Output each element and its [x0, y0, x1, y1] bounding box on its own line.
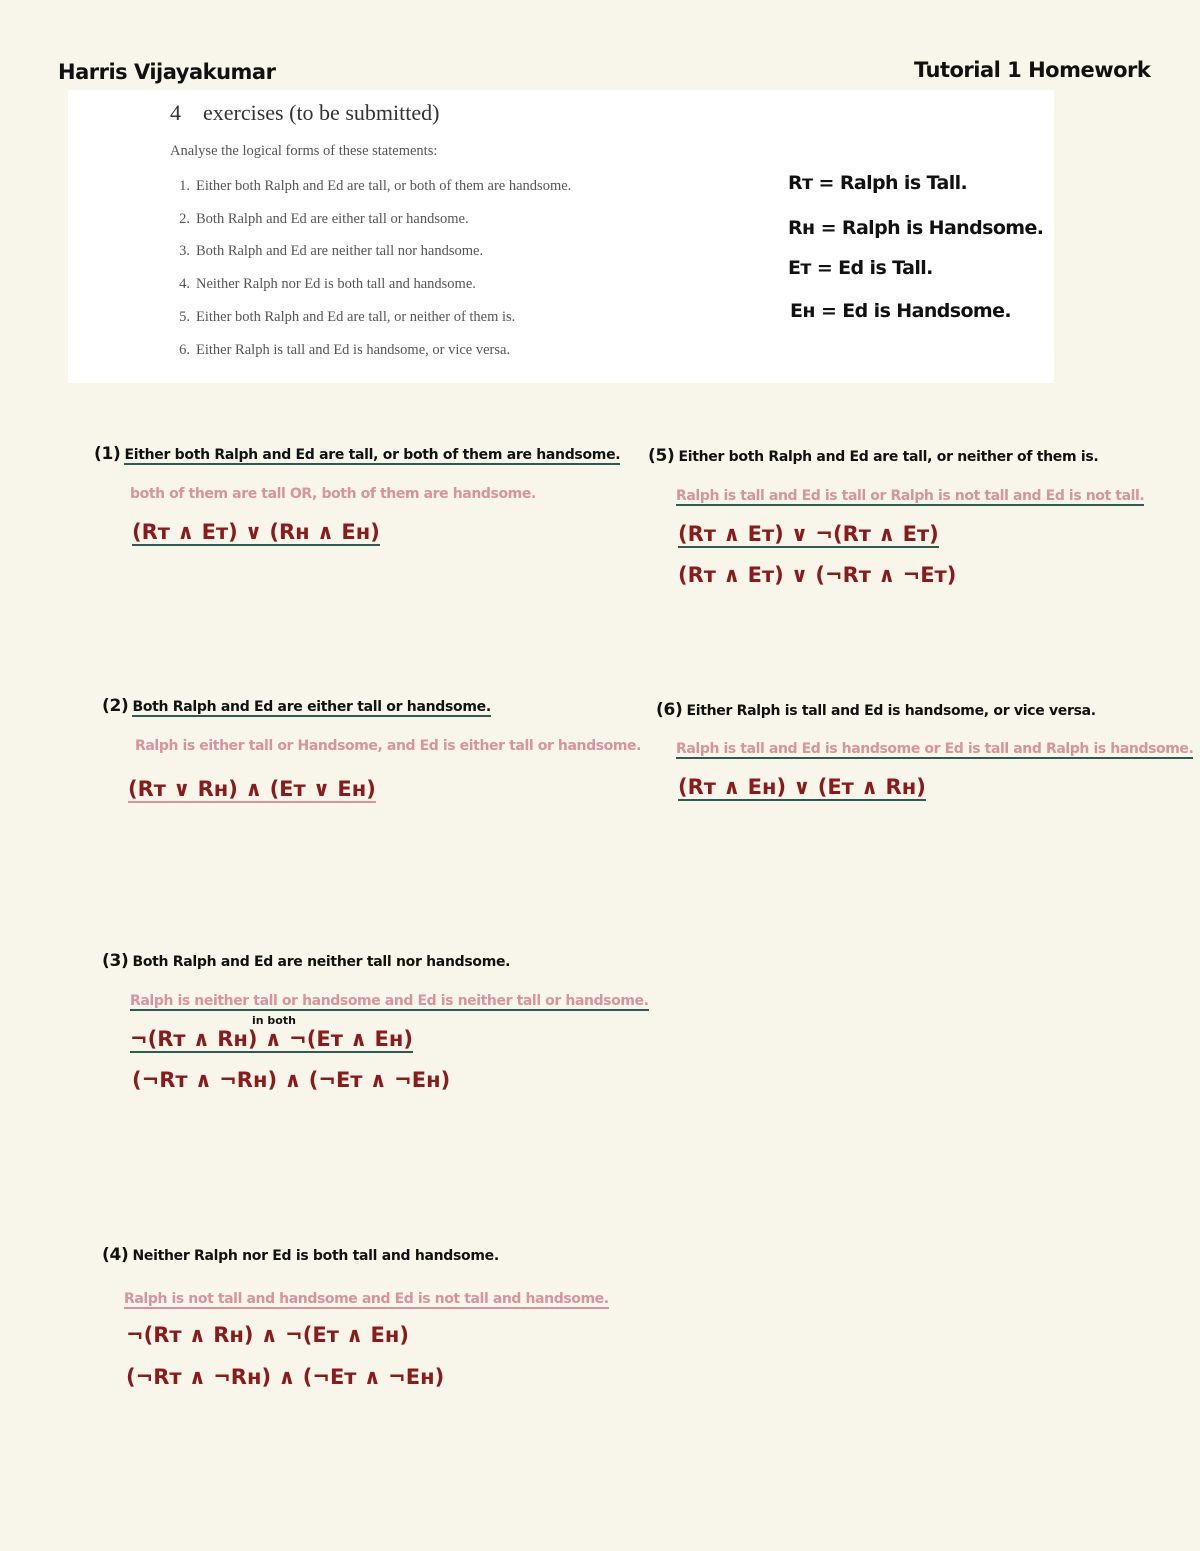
exercise-intro: Analyse the logical forms of these statements: [170, 143, 438, 159]
answer-6-formula [678, 775, 926, 799]
exercise-item-number: 3. [179, 243, 190, 259]
definition-symbol: Rн [788, 217, 815, 239]
paraphrase-text: Ralph is neither tall or handsome and Ed is neither tall or handsome. [130, 993, 649, 1009]
exercise-item-text: Both Ralph and Ed are neither tall nor handsome. [196, 243, 484, 259]
author-name: Harris Vijayakumar [58, 60, 276, 84]
definition-ed-handsome [790, 300, 1011, 322]
definition-ed-tall [788, 257, 933, 279]
definition-symbol: Eн [790, 300, 815, 322]
paraphrase-text: Ralph is tall and Ed is handsome or Ed is tall and Ralph is handsome. [676, 741, 1194, 757]
section-heading [170, 100, 439, 126]
definition-equals: = [820, 300, 837, 322]
exercise-item-number: 6. [179, 342, 190, 358]
exercise-item-2 [170, 211, 469, 228]
answer-number: (4) [102, 1245, 129, 1265]
page-title: Tutorial 1 Homework [914, 58, 1151, 82]
answer-4-statement [102, 1245, 499, 1265]
answer-3-note: in both [252, 1014, 296, 1027]
answer-4-paraphrase [124, 1291, 609, 1307]
answer-1-statement [94, 444, 620, 464]
definition-meaning: Ralph is Tall. [839, 172, 968, 194]
paraphrase-text: Ralph is not tall and handsome and Ed is not tall and handsome. [124, 1291, 609, 1307]
exercise-item-text: Neither Ralph nor Ed is both tall and handsome. [196, 276, 476, 292]
answer-2-formula [128, 777, 376, 801]
exercise-item-number: 1. [179, 178, 190, 194]
exercise-item-text: Both Ralph and Ed are either tall or handsome. [196, 211, 469, 227]
definition-ralph-handsome [788, 217, 1043, 239]
definition-symbol: Rт [788, 172, 813, 194]
answer-4-formula-expanded: (¬Rт ∧ ¬Rн) ∧ (¬Eт ∧ ¬Eн) [126, 1365, 445, 1389]
answer-1-formula [132, 520, 380, 544]
statement-text: Both Ralph and Ed are neither tall nor handsome. [132, 954, 511, 970]
formula-text: (Rт ∧ Eт) ∨ (Rн ∧ Eн) [132, 520, 380, 544]
definition-meaning: Ed is Tall. [838, 257, 933, 279]
exercise-item-4 [170, 276, 476, 293]
answer-3-statement [102, 951, 510, 971]
definition-ralph-tall [788, 172, 967, 194]
answer-3-paraphrase [130, 993, 649, 1009]
answer-5-formula [678, 522, 939, 546]
section-title: exercises (to be submitted) [203, 100, 440, 125]
formula-text: (Rт ∨ Rн) ∧ (Eт ∨ Eн) [128, 777, 376, 801]
definition-meaning: Ed is Handsome. [842, 300, 1012, 322]
exercise-sheet [68, 90, 1054, 383]
exercise-item-6 [170, 342, 510, 359]
statement-text: Either both Ralph and Ed are tall, or both of them are handsome. [124, 447, 621, 463]
answer-1-paraphrase: both of them are tall OR, both of them are handsome. [130, 486, 536, 502]
definition-symbol: Eт [788, 257, 811, 279]
exercise-item-5 [170, 309, 515, 326]
answer-6-statement [656, 700, 1096, 720]
paraphrase-text: Ralph is tall and Ed is tall or Ralph is not tall and Ed is not tall. [676, 488, 1145, 504]
statement-text: Neither Ralph nor Ed is both tall and handsome. [132, 1248, 499, 1264]
answer-2-statement [102, 696, 491, 716]
exercise-item-text: Either Ralph is tall and Ed is handsome, or vice versa. [196, 342, 511, 358]
exercise-item-text: Either both Ralph and Ed are tall, or neither of them is. [196, 309, 516, 325]
formula-text: (Rт ∧ Eт) ∨ ¬(Rт ∧ Eт) [678, 522, 939, 546]
formula-text: ¬(Rт ∧ Rн) ∧ ¬(Eт ∧ Eн) [130, 1027, 413, 1051]
answer-3-formula [130, 1027, 413, 1051]
answer-5-paraphrase [676, 488, 1144, 504]
answer-3-formula-expanded: (¬Rт ∧ ¬Rн) ∧ (¬Eт ∧ ¬Eн) [132, 1068, 451, 1092]
answer-number: (3) [102, 951, 129, 971]
exercise-item-3 [170, 243, 483, 260]
answer-5-statement [648, 446, 1098, 466]
exercise-item-1 [170, 178, 571, 195]
answer-number: (5) [648, 446, 675, 466]
answer-number: (2) [102, 696, 129, 716]
definition-equals: = [818, 172, 834, 194]
definition-meaning: Ralph is Handsome. [841, 217, 1044, 239]
answer-2-paraphrase: Ralph is either tall or Handsome, and Ed is either tall or handsome. [135, 738, 642, 754]
answer-4-formula: ¬(Rт ∧ Rн) ∧ ¬(Eт ∧ Eн) [126, 1323, 409, 1347]
statement-text: Either Ralph is tall and Ed is handsome, or vice versa. [686, 703, 1096, 719]
answer-number: (6) [656, 700, 683, 720]
statement-text: Both Ralph and Ed are either tall or handsome. [132, 699, 491, 715]
section-number: 4 [170, 100, 181, 125]
definition-equals: = [820, 217, 836, 239]
exercise-item-text: Either both Ralph and Ed are tall, or both of them are handsome. [196, 178, 572, 194]
answer-number: (1) [94, 444, 121, 464]
answer-5-formula-expanded: (Rт ∧ Eт) ∨ (¬Rт ∧ ¬Eт) [678, 563, 957, 587]
answer-6-paraphrase [676, 741, 1193, 757]
exercise-item-number: 5. [179, 309, 190, 325]
formula-text: (Rт ∧ Eн) ∨ (Eт ∧ Rн) [678, 775, 926, 799]
exercise-item-number: 4. [179, 276, 190, 292]
exercise-item-number: 2. [179, 211, 190, 227]
statement-text: Either both Ralph and Ed are tall, or neither of them is. [678, 449, 1099, 465]
definition-equals: = [816, 257, 833, 279]
